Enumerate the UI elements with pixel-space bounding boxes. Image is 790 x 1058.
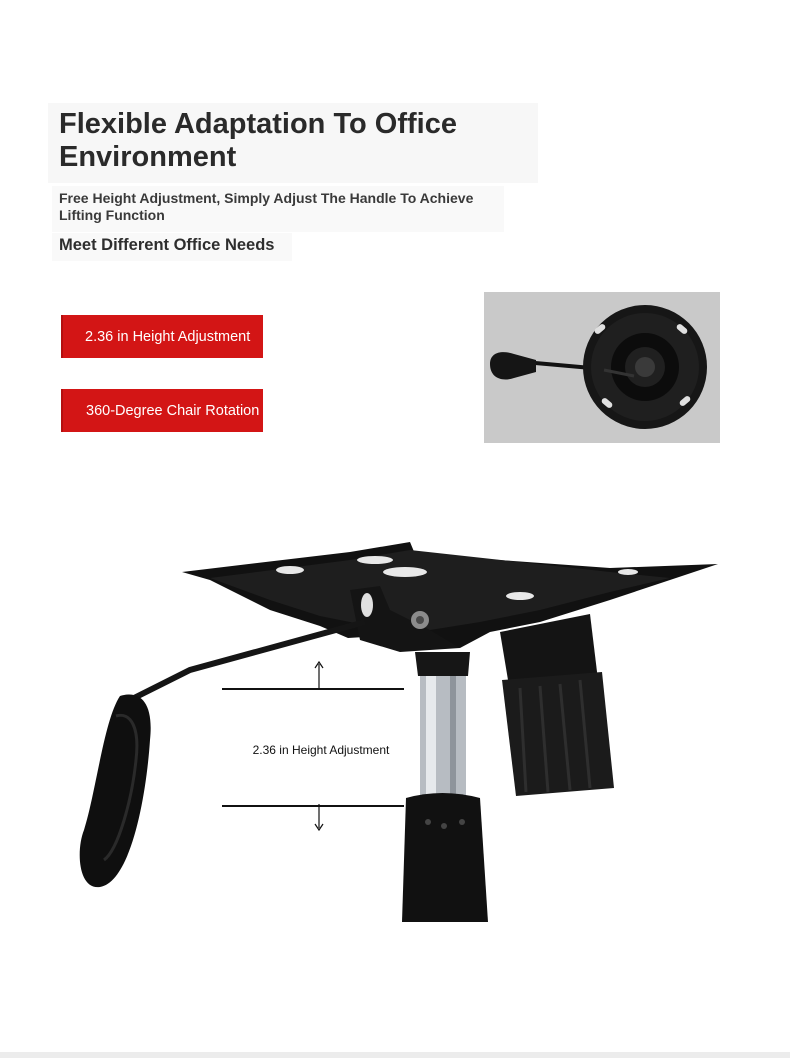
up-arrow-icon — [312, 660, 326, 690]
page-subtitle: Free Height Adjustment, Simply Adjust The Handle To Achieve Lifting Function — [59, 190, 474, 223]
height-callout: 2.36 in Height Adjustment — [243, 739, 399, 761]
base-plate-photo — [484, 292, 720, 443]
rotation-label: 360-Degree Chair Rotation — [86, 402, 260, 419]
height-adjustment-badge — [61, 315, 263, 358]
swivel-plate-topview-image — [484, 292, 720, 443]
chair-mechanism-illustration — [70, 530, 730, 930]
page-title: Flexible Adaptation To Office Environment — [59, 108, 457, 173]
footer-divider — [0, 1052, 790, 1058]
needs-text: Meet Different Office Needs — [59, 236, 275, 254]
height-adjustment-label: 2.36 in Height Adjustment — [85, 328, 251, 345]
rotation-badge — [61, 389, 263, 432]
down-arrow-icon — [312, 802, 326, 832]
